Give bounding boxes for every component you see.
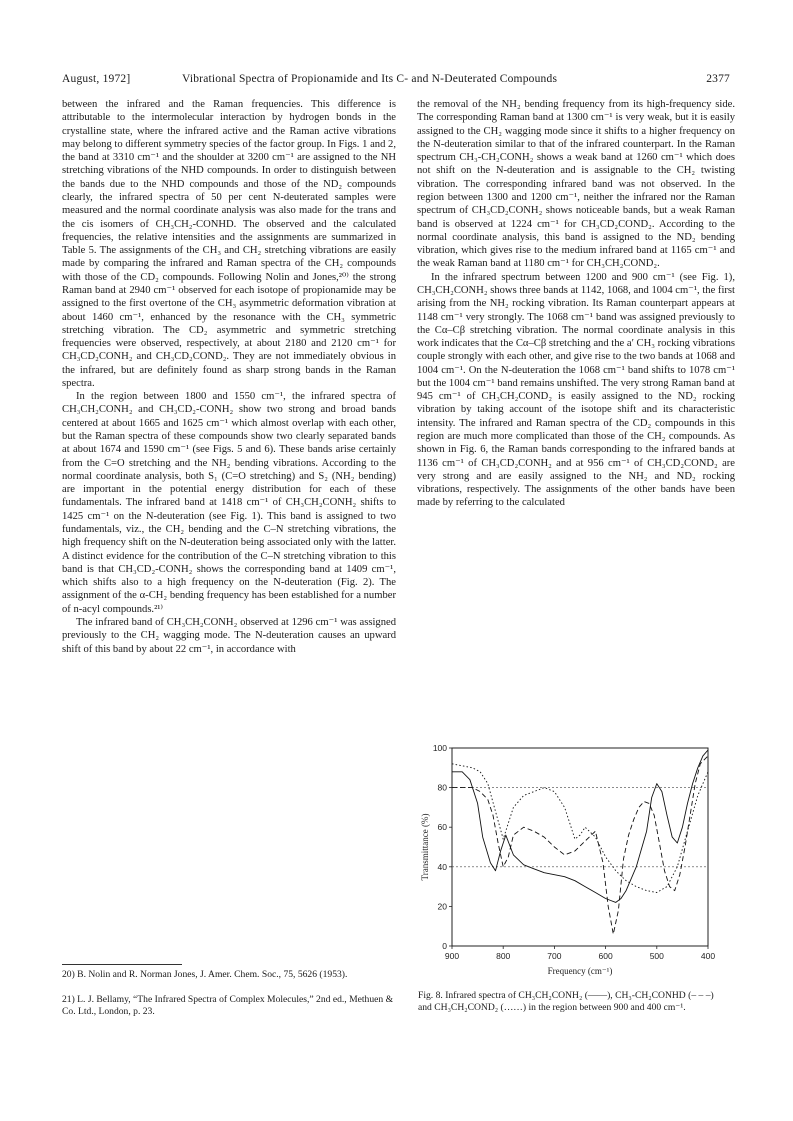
paragraph: The infrared band of CH₃CH₂CONH₂ observed at 1296 cm⁻¹ was assigned previously to the CH₂ wagging mode. The N-deuteration causes an upward shift of this band by about 22 cm⁻¹, in accordance with [62, 616, 396, 655]
spectrum-line-dashed [452, 756, 708, 934]
x-tick-label: 400 [700, 951, 716, 961]
running-head-title: Vibrational Spectra of Propionamide and Its C- and N-Deuterated Compounds [182, 73, 558, 85]
y-axis-ticks [433, 743, 452, 951]
spectrum-line-dotted [452, 764, 708, 893]
y-tick-label: 60 [437, 822, 447, 833]
x-tick-label: 900 [444, 951, 460, 961]
right-column [417, 98, 735, 510]
plot-frame [452, 748, 708, 946]
x-axis-label: Frequency (cm⁻¹) [547, 966, 613, 976]
page-number: 2377 [706, 73, 730, 85]
paragraph: between the infrared and the Raman frequencies. This difference is attributable to the intermolecular interaction by hydrogen bonds in the crystalline state, where the infrared active and the Raman active vibrations may belong to different symmetry species of the factor group. In Figs. 1 and 2, the band at 3310 cm⁻¹ and the shoulder at 3200 cm⁻¹ are assigned to the NH stretching vibrations of the NHD compounds. In order to distinguish between the bands due to the NHD compounds and those of the ND₂ compounds clearly, the infrared spectra of 50 per cent N-deuterated samples were measured and the normal coordinate analysis was also made for the trans and the cis isomers of CH₃CH₂-CONHD. The observed and the calculated frequencies, the relative intensities and the assignments are summarized in Table 5. The assignments of the CH₃ and CH₂ stretching vibrations are easily made by comparing the infrared and Raman spectra of the CH₂ compounds with those of the CD₂ compounds. Following Nolin and Jones,²⁰⁾ the strong Raman band at 2940 cm⁻¹ observed for each isotope of propionamide may be assigned to the first overtone of the CH₃ asymmetric deformation vibration at about 1460 cm⁻¹, enhanced by the resonance with the CH₃ symmetric stretching vibration. The CD₂ asymmetric and symmetric stretching frequencies were observed, respectively, at about 2180 and 2120 cm⁻¹ for CH₃CD₂CONH₂ and CH₃CD₂COND₂. They are not immediately obvious in the infrared, but are definitely found as sharp strong bands in the Raman spectra. [62, 99, 396, 389]
x-tick-label: 700 [547, 951, 562, 961]
paragraph: In the infrared spectrum between 1200 and 900 cm⁻¹ (see Fig. 1), CH₃CH₂CONH₂ shows three bands at 1142, 1068, and 1004 cm⁻¹, the first arising from the NH₂ rocking vibration. Its Raman counterpart appears at 1148 cm⁻¹ very strongly. The 1068 cm⁻¹ band was assigned previously to the Cα–Cβ stretching vibration. The normal coordinate analysis in this work indicates that the Cα–Cβ stretching and the a′ CH₃ rocking vibrations couple strongly with each other, and give rise to the two bands at 1068 and 1004 cm⁻¹. On the N-deuteration the 1068 cm⁻¹ band shifts to 1078 cm⁻¹ but the 1004 cm⁻¹ band remains unshifted. The very strong Raman band at 945 cm⁻¹ of CH₃CH₂COND₂ is easily assigned to the ND₂ rocking vibration by taking account of the isotope shift and its characteristic intensity. The infrared and Raman spectra of the CD₂ compounds in this region are much more complicated than those of the CH₂ compounds. As shown in Fig. 6, the Raman bands corresponding to the infrared bands at 1136 cm⁻¹ of CH₃CD₂CONH₂ and at 956 cm⁻¹ of CH₃CD₂COND₂ are very strong and are easily assigned to the NH₂ and ND₂ rocking vibrations, respectively. The assignments of the other bands have been made by referring to the calculated [417, 271, 735, 509]
paragraph: In the region between 1800 and 1550 cm⁻¹, the infrared spectra of CH₃CH₂CONH₂ and CH₃CD₂-CONH₂ show two strong and broad bands centered at about 1665 and 1625 cm⁻¹ which almost overlap with each other, but the Raman spectra of these compounds show two clearly separated bands at about 1674 and 1590 cm⁻¹ (see Figs. 5 and 6). These bands arise certainly from the C=O stretching and the NH₂ bending vibrations. According to the normal coordinate analysis, both S₁ (C=O stretching) and S₂ (NH₂ bending) are important in the potential energy distribution for each of these fundamentals. The infrared band at 1418 cm⁻¹ of CH₃CH₂CONH₂ shifts to 1425 cm⁻¹ on the N-deuteration (see Fig. 1). This band is assigned to two fundamentals, viz., the CH₂ bending and the C–N stretching vibrations, the high frequency shift on the N-deuteration being associated only with the latter. A distinct evidence for the contribution of the C–N stretching vibration to this band is that CH₃CD₂-CONH₂ shows the corresponding band at 1409 cm⁻¹, which shifts also to a high frequency on the N-deuteration (Fig. 2). The assignment of the α-CH₂ bending frequency has been established for a number of n-acyl compounds.²¹⁾ [62, 391, 396, 615]
footnote-21: 21) L. J. Bellamy, “The Infrared Spectra of Complex Molecules,” 2nd ed., Methuen & Co. Ltd., London, p. 23. [62, 994, 394, 1017]
figure-8-spectra [418, 740, 718, 985]
left-column [62, 98, 396, 656]
x-tick-label: 800 [496, 951, 511, 961]
x-tick-label: 500 [649, 951, 664, 961]
y-tick-label: 20 [437, 901, 447, 912]
spectrum-line-solid [452, 750, 708, 902]
running-head-date: August, 1972] [62, 73, 131, 85]
x-tick-label: 600 [598, 951, 613, 961]
y-axis-label: Transmittance (%) [420, 813, 430, 881]
y-tick-label: 0 [442, 941, 447, 951]
y-tick-label: 80 [437, 782, 447, 793]
footnote-rule [62, 964, 182, 965]
x-axis-ticks [445, 946, 715, 961]
footnote-20: 20) B. Nolin and R. Norman Jones, J. Amer. Chem. Soc., 75, 5626 (1953). [62, 969, 348, 980]
y-tick-label: 40 [437, 861, 447, 872]
figure-caption: Fig. 8. Infrared spectra of CH₃CH₂CONH₂ (——), CH₃-CH₂CONHD (– – –) and CH₃CH₂COND₂ (……) in the region between 900 and 400 cm⁻¹. [418, 990, 714, 1013]
paragraph: the removal of the NH₂ bending frequency from its high-frequency side. The corresponding Raman band at 1300 cm⁻¹ is very weak, but it is easily assigned to the CH₂ wagging mode since it shifts to a higher frequency on the N-deuteration similar to that of the infrared counterpart. In the Raman spectrum CH₃-CH₂CONH₂ shows a weak band at 1260 cm⁻¹ which does not shift on the N-deuteration and is assignable to the CH₂ twisting vibration. The corresponding infrared band was not observed. In the region between 1300 and 1200 cm⁻¹, neither the infrared nor the Raman spectrum of CH₃CD₂CONH₂ shows noticeable bands, but a weak Raman band is observed at 1224 cm⁻¹ for CH₃CD₂COND₂. According to the normal coordinate analysis, this band is assigned to the ND₂ bending vibration, which gives rise to the medium infrared band at 1165 cm⁻¹ and the weak Raman band at 1180 cm⁻¹ for CH₃CH₂COND₂. [417, 99, 735, 270]
plot-border [452, 748, 708, 946]
y-tick-label: 100 [432, 743, 447, 753]
series-layer [452, 750, 708, 934]
